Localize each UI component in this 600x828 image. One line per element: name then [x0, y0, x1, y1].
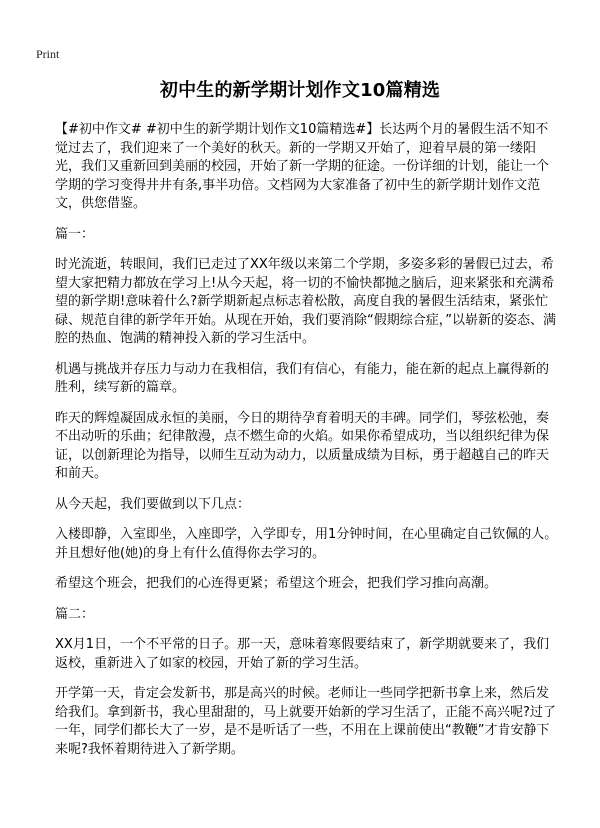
body-paragraph: 开学第一天，肯定会发新书，那是高兴的时候。老师让一些同学把新书拿上来，然后发给我们。拿到新书，我心里甜甜的，马上就要开始新的学习生活了，正能不高兴呢?过了一年，同学们都长大了一岁，是不是听话了一些，不用在上课前使出“教鞭”才肯安静下来呢?我怀着期待进入了新学期。 — [55, 686, 556, 757]
intro-paragraph: 【#初中作文# #初中生的新学期计划作文10篇精选#】长达两个月的暑假生活不知不觉过去了，我们迎来了一个美好的秋天。新的一学期又开始了，迎着早晨的第一缕阳光，我们又重新回到美丽的校园，开始了新一学期的征途。一份详细的计划，能让一个学期的学习变得井井有条,事半功倍。文档网为大家准备了初中生的新学期计划作文范文，供您借鉴。 — [55, 122, 550, 211]
article-title: 初中生的新学期计划作文10篇精选 — [159, 80, 441, 101]
article-body — [55, 121, 560, 771]
body-paragraph: 希望这个班会，把我们的心连得更紧；希望这个班会，把我们学习推向高潮。 — [55, 576, 498, 591]
body-paragraph: 机遇与挑战并存压力与动力在我相信，我们有信心，有能力，能在新的起点上赢得新的胜利，续写新的篇章。 — [55, 361, 550, 395]
section-heading-1: 篇一： — [55, 226, 95, 242]
body-paragraph: 入楼即静，入室即坐，入座即学，入学即专，用1分钟时间，在心里确定自己钦佩的人。并且想好他(她)的身上有什么值得你去学习的。 — [55, 527, 558, 561]
body-paragraph: 从今天起，我们要做到以下几点： — [55, 496, 251, 512]
body-paragraph: XX月1日，一个不平常的日子。那一天，意味着寒假要结束了，新学期就要来了，我们返校，重新进入了如家的校园，开始了新的学习生活。 — [55, 637, 550, 671]
section-heading-2: 篇二： — [55, 606, 95, 622]
body-paragraph: 时光流逝，转眼间，我们已走过了XX年级以来第二个学期，多姿多彩的暑假已过去，希望大家把精力都放在学习上!从今天起，将一切的不愉快都抛之脑后，迎来紧张和充满希望的新学期!意味着什么?新学期新起点标志着松散，高度自我的暑假生活结束，紧张忙碌、规范自律的新学年开始。从现在开始，我们要消除“假期综合症，”以崭新的姿态、满腔的热血、饱满的精神投入新的学习生活中。 — [55, 257, 556, 346]
print-link[interactable]: Print — [36, 47, 60, 61]
body-paragraph: 昨天的辉煌凝固成永恒的美丽，今日的期待孕育着明天的丰碑。同学们，琴弦松弛，奏不出动听的乐曲；纪律散漫，点不燃生命的火焰。如果你希望成功，当以组织纪律为保证，以创新理论为指导，以师生互动为动力，以质量成绩为目标，勇于超越自己的昨天和前天。 — [55, 410, 550, 481]
